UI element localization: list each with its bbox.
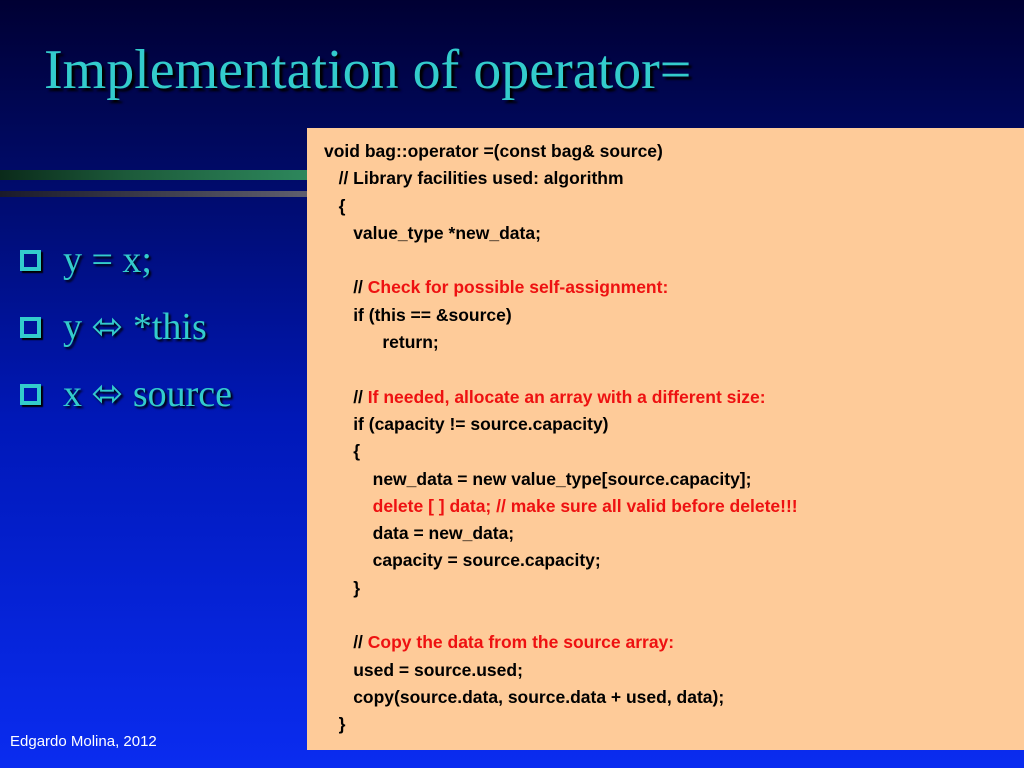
bullet-item	[20, 360, 232, 427]
code-indent	[324, 196, 339, 216]
code-indent	[324, 496, 373, 516]
code-line	[324, 466, 1024, 493]
code-line	[324, 138, 1024, 165]
code-line	[324, 384, 1024, 411]
code-indent	[324, 414, 353, 434]
bullet-text: y ⬄ *this	[63, 306, 207, 348]
code-indent	[324, 469, 373, 489]
code-text: // Library facilities used: algorithm	[338, 168, 624, 189]
code-line	[324, 602, 1024, 629]
code-line	[324, 274, 1024, 301]
code-line	[324, 329, 1024, 356]
code-indent	[324, 660, 353, 680]
code-line	[324, 193, 1024, 220]
code-listing	[307, 128, 1024, 750]
decorative-green-bar	[0, 170, 318, 180]
code-comment: delete [ ] data; // make sure all valid before delete!!!	[372, 495, 798, 516]
code-indent	[324, 687, 353, 707]
code-text: }	[353, 577, 360, 598]
code-text: }	[338, 714, 346, 735]
bullet-item	[20, 226, 232, 293]
code-indent	[324, 441, 353, 461]
code-text: void bag::operator =(const bag& source)	[324, 141, 663, 161]
code-indent	[324, 223, 353, 243]
code-line	[324, 547, 1024, 574]
square-bullet-icon	[20, 317, 41, 338]
code-text: {	[338, 195, 346, 216]
code-text: new_data = new value_type[source.capacity];	[372, 468, 752, 489]
code-line	[324, 575, 1024, 602]
code-line	[324, 438, 1024, 465]
code-indent	[324, 277, 353, 297]
code-line	[324, 629, 1024, 656]
code-text: capacity = source.capacity;	[372, 550, 601, 571]
code-line	[324, 356, 1024, 383]
code-comment: Check for possible self-assignment:	[367, 277, 669, 298]
code-indent	[324, 305, 353, 325]
code-line	[324, 302, 1024, 329]
bullet-list	[20, 226, 232, 427]
code-indent	[324, 550, 373, 570]
footer-author: Edgardo Molina, 2012	[10, 733, 157, 750]
code-indent	[324, 523, 373, 543]
square-bullet-icon	[20, 250, 41, 271]
code-text: //	[353, 632, 368, 653]
bullet-text: x ⬄ source	[63, 373, 233, 415]
bullet-text: y = x;	[63, 238, 152, 281]
code-indent	[324, 578, 353, 598]
code-comment: If needed, allocate an array with a different size:	[367, 386, 766, 407]
code-indent	[324, 632, 353, 652]
code-text: data = new_data;	[372, 523, 515, 544]
code-text: value_type *new_data;	[353, 222, 541, 243]
square-bullet-icon	[20, 384, 41, 405]
code-indent	[324, 168, 339, 188]
code-text: if (capacity != source.capacity)	[353, 413, 609, 434]
code-line	[324, 411, 1024, 438]
code-indent	[324, 332, 382, 352]
bullet-item	[20, 293, 232, 360]
code-line	[324, 711, 1024, 738]
code-indent	[324, 714, 339, 734]
code-text: //	[353, 277, 368, 298]
code-line	[324, 220, 1024, 247]
code-line	[324, 493, 1024, 520]
code-comment: Copy the data from the source array:	[367, 632, 675, 653]
code-text: {	[353, 441, 360, 462]
code-line	[324, 165, 1024, 192]
code-text: return;	[382, 332, 439, 353]
code-text: //	[353, 386, 368, 407]
code-text: copy(source.data, source.data + used, data);	[353, 686, 725, 707]
code-line	[324, 684, 1024, 711]
code-text: used = source.used;	[353, 659, 523, 680]
slide-title: Implementation of operator=	[44, 39, 692, 101]
code-line	[324, 247, 1024, 274]
code-text: if (this == &source)	[353, 304, 512, 325]
code-indent	[324, 387, 353, 407]
decorative-gray-bar	[0, 191, 318, 197]
code-line	[324, 520, 1024, 547]
code-line	[324, 657, 1024, 684]
